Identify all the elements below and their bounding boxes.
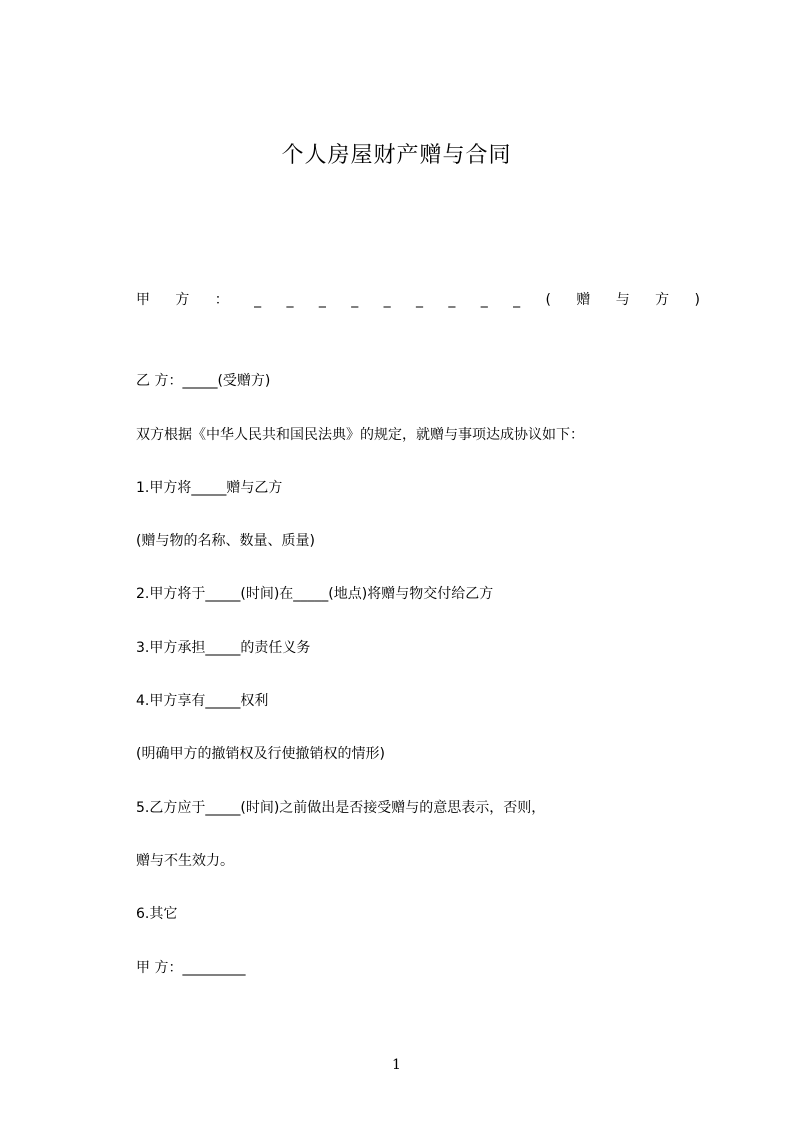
party-a-char: 与 xyxy=(615,292,630,308)
clause-4-note: (明确甲方的撤销权及行使撤销权的情形) xyxy=(136,746,385,762)
clause-1: 1.甲方将_____赠与乙方 xyxy=(136,480,283,496)
party-a-char: 赠 xyxy=(576,292,591,308)
party-a-char: _ xyxy=(513,292,521,308)
party-a-char: _ xyxy=(416,292,423,308)
party-a-char: _ xyxy=(448,292,456,308)
clause-5: 5.乙方应于_____(时间)之前做出是否接受赠与的意思表示，否则， xyxy=(136,800,546,816)
clause-2: 2.甲方将于_____(时间)在_____(地点)将赠与物交付给乙方 xyxy=(136,586,494,602)
party-a-char: ) xyxy=(694,292,700,308)
clause-4: 4.甲方享有_____权利 xyxy=(136,693,269,709)
clause-5-continued: 赠与不生效力。 xyxy=(136,853,234,869)
signature-party-a: 甲 方：_________ xyxy=(136,960,246,976)
party-a-char: _ xyxy=(318,292,326,308)
party-a-char: 方 xyxy=(175,292,190,308)
party-a-char: _ xyxy=(480,292,488,308)
document-title: 个人房屋财产赠与合同 xyxy=(281,143,512,168)
party-a-char: ： xyxy=(214,292,229,308)
clause-3: 3.甲方承担_____的责任义务 xyxy=(136,640,311,656)
intro-paragraph: 双方根据《中华人民共和国民法典》的规定，就赠与事项达成协议如下： xyxy=(136,427,584,443)
party-a-char: 方 xyxy=(655,292,670,308)
clause-6: 6.其它 xyxy=(136,906,178,922)
party-a-char: _ xyxy=(383,292,391,308)
party-a-char: ( xyxy=(545,292,551,308)
party-b-line: 乙 方：_____(受赠方) xyxy=(136,373,271,389)
party-a-char: _ xyxy=(286,292,294,308)
party-a-char: _ xyxy=(254,292,262,308)
clause-1-note: (赠与物的名称、数量、质量) xyxy=(136,533,315,549)
party-a-line xyxy=(136,290,700,310)
page-number: 1 xyxy=(392,1057,401,1073)
party-a-char: 甲 xyxy=(136,292,150,308)
party-a-char: _ xyxy=(351,292,359,308)
